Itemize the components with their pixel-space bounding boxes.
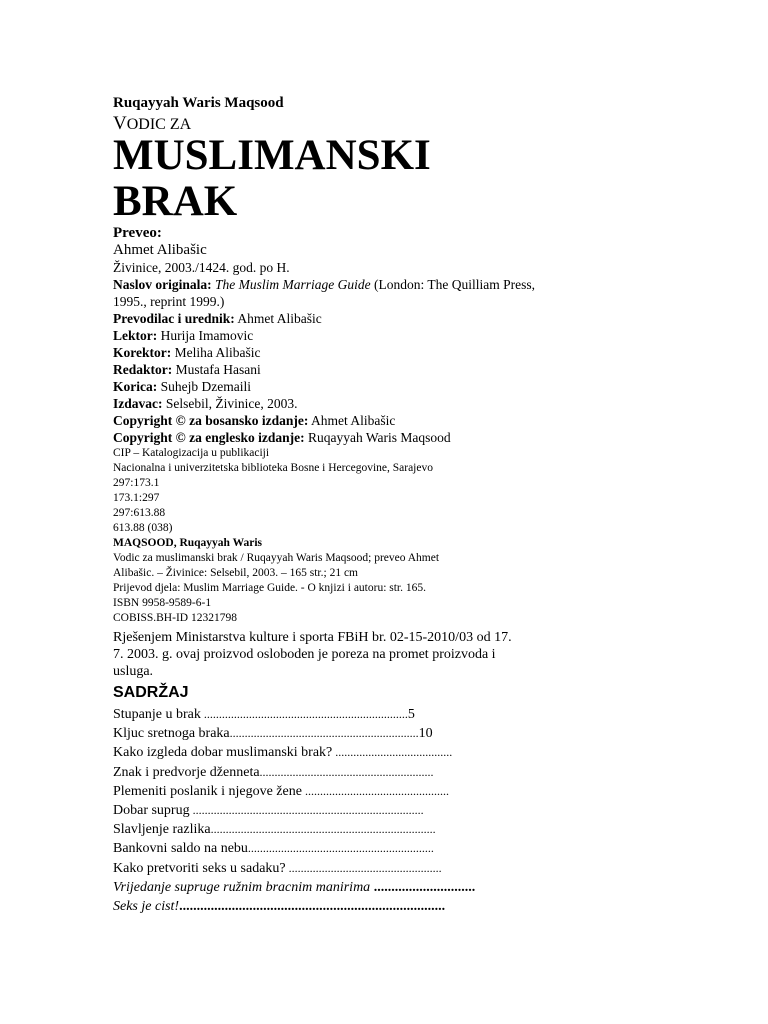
toc-entry[interactable]	[113, 839, 475, 858]
original-title-row	[113, 276, 553, 310]
translator-label: Preveo:	[113, 225, 162, 241]
cip-description: Vodic za muslimanski brak / Ruqayyah Waris Maqsood; preveo Ahmet	[113, 552, 440, 564]
toc-dots: ..............................................................	[247, 841, 434, 856]
cip-code: 297:613.88	[113, 507, 166, 519]
table-of-contents	[113, 705, 475, 916]
credit-label: Lektor:	[113, 328, 158, 343]
cip-code: 613.88 (038)	[113, 522, 173, 534]
toc-dots: .............................	[370, 879, 476, 895]
cip-code: 173.1:297	[113, 492, 160, 504]
credit-row	[113, 429, 553, 446]
credit-row	[113, 412, 553, 429]
toc-dots: ..........................................................	[259, 764, 434, 779]
toc-entry[interactable]	[113, 801, 475, 820]
toc-dots: ....................................................................	[200, 707, 408, 721]
toc-title: Vrijedanje supruge ružnim bracnim manirima	[113, 879, 371, 895]
toc-entry[interactable]	[113, 782, 475, 801]
credit-label: Izdavac:	[113, 396, 163, 411]
subtitle-rest: ODIC ZA	[126, 116, 192, 133]
credit-label: Korektor:	[113, 345, 172, 360]
credit-row	[113, 344, 553, 361]
place-date: Živinice, 2003./1424. god. po H.	[113, 260, 290, 275]
toc-title: Slavljenje razlika	[113, 822, 211, 838]
cip-description: Prijevod djela: Muslim Marriage Guide. - O knjizi i autoru: str. 165.	[113, 582, 427, 594]
credit-label: Prevodilac i urednik:	[113, 311, 235, 326]
toc-entry[interactable]	[113, 820, 475, 839]
toc-dots: ...................................................	[285, 860, 442, 875]
cip-line: CIP – Katalogizacija u publikaciji	[113, 447, 270, 459]
credit-value: Ruqayyah Waris Maqsood	[307, 430, 451, 445]
cip-description: Alibašic. – Živinice: Selsebil, 2003. – 165 str.; 21 cm	[113, 567, 358, 579]
toc-title: Bankovni saldo na nebu	[113, 841, 248, 857]
subtitle-initial: V	[113, 113, 127, 134]
original-publication: (London: The Quilliam Press, 1995., reprint 1999.)	[113, 277, 536, 309]
credit-value: Suhejb Dzemaili	[160, 379, 251, 394]
credit-row	[113, 310, 553, 327]
toc-dots: .............................................................................	[189, 803, 424, 818]
credit-row	[113, 395, 553, 412]
toc-entry[interactable]	[113, 859, 475, 878]
credit-value: Meliha Alibašic	[174, 345, 261, 360]
original-title-label: Naslov originala:	[113, 277, 212, 292]
title-line-2: BRAK	[113, 178, 238, 225]
credit-value: Selsebil, Živinice, 2003.	[165, 396, 298, 411]
toc-title: Stupanje u brak	[113, 707, 201, 722]
author-name: Ruqayyah Waris Maqsood	[113, 95, 284, 111]
toc-entry[interactable]	[113, 705, 475, 724]
credit-label: Copyright © za bosansko izdanje:	[113, 413, 309, 428]
cip-library: Nacionalna i univerzitetska biblioteka Bosne i Hercegovine, Sarajevo	[113, 462, 433, 474]
toc-page: 5	[407, 707, 415, 722]
toc-entry[interactable]	[113, 878, 475, 897]
credit-label: Redaktor:	[113, 362, 173, 377]
credit-value: Hurija Imamovic	[160, 328, 254, 343]
toc-dots: ................................................	[301, 783, 449, 798]
toc-entry[interactable]	[113, 743, 475, 762]
toc-title: Plemeniti poslanik i njegove žene	[113, 783, 302, 799]
credit-label: Korica:	[113, 379, 158, 394]
translator-name: Ahmet Alibašic	[113, 242, 207, 258]
title-line-1: MUSLIMANSKI	[113, 132, 431, 179]
toc-dots: ...............................................................	[229, 726, 419, 741]
toc-dots: ...........................................................................	[210, 822, 436, 837]
toc-title: Seks je cist!	[113, 899, 180, 915]
toc-dots: ............................................................................	[179, 899, 446, 915]
credit-row	[113, 378, 553, 395]
toc-title: Kako pretvoriti seks u sadaku?	[113, 860, 286, 876]
credit-label: Copyright © za englesko izdanje:	[113, 430, 305, 445]
tax-note: Rješenjem Ministarstva kulture i sporta FBiH br. 02-15-2010/03 od 17. 7. 2003. g. ovaj proizvod osloboden je poreza na promet proizvoda i usluga.	[113, 630, 512, 679]
toc-title: Dobar suprug	[113, 803, 190, 819]
toc-dots: .......................................	[332, 745, 453, 760]
cip-cobiss: COBISS.BH-ID 12321798	[113, 612, 237, 624]
original-title: The Muslim Marriage Guide	[215, 277, 371, 292]
credit-row	[113, 327, 553, 344]
credit-row	[113, 361, 553, 378]
cip-code: 297:173.1	[113, 477, 160, 489]
toc-page: 10	[418, 726, 433, 742]
toc-entry[interactable]	[113, 897, 475, 916]
toc-entry[interactable]	[113, 724, 475, 743]
toc-title: Znak i predvorje dženneta	[113, 764, 260, 780]
cip-author-entry: MAQSOOD, Ruqayyah Waris	[113, 537, 262, 549]
toc-entry[interactable]	[113, 763, 475, 782]
book-title	[113, 133, 431, 225]
toc-title: Kako izgleda dobar muslimanski brak?	[113, 745, 333, 761]
credit-value: Ahmet Alibašic	[237, 311, 322, 326]
cip-isbn: ISBN 9958-9589-6-1	[113, 597, 212, 609]
toc-title: Kljuc sretnoga braka	[113, 726, 230, 742]
credit-value: Mustafa Hasani	[175, 362, 261, 377]
credit-value: Ahmet Alibašic	[311, 413, 396, 428]
publication-metadata	[113, 225, 553, 626]
contents-heading: SADRŽAJ	[113, 684, 189, 701]
